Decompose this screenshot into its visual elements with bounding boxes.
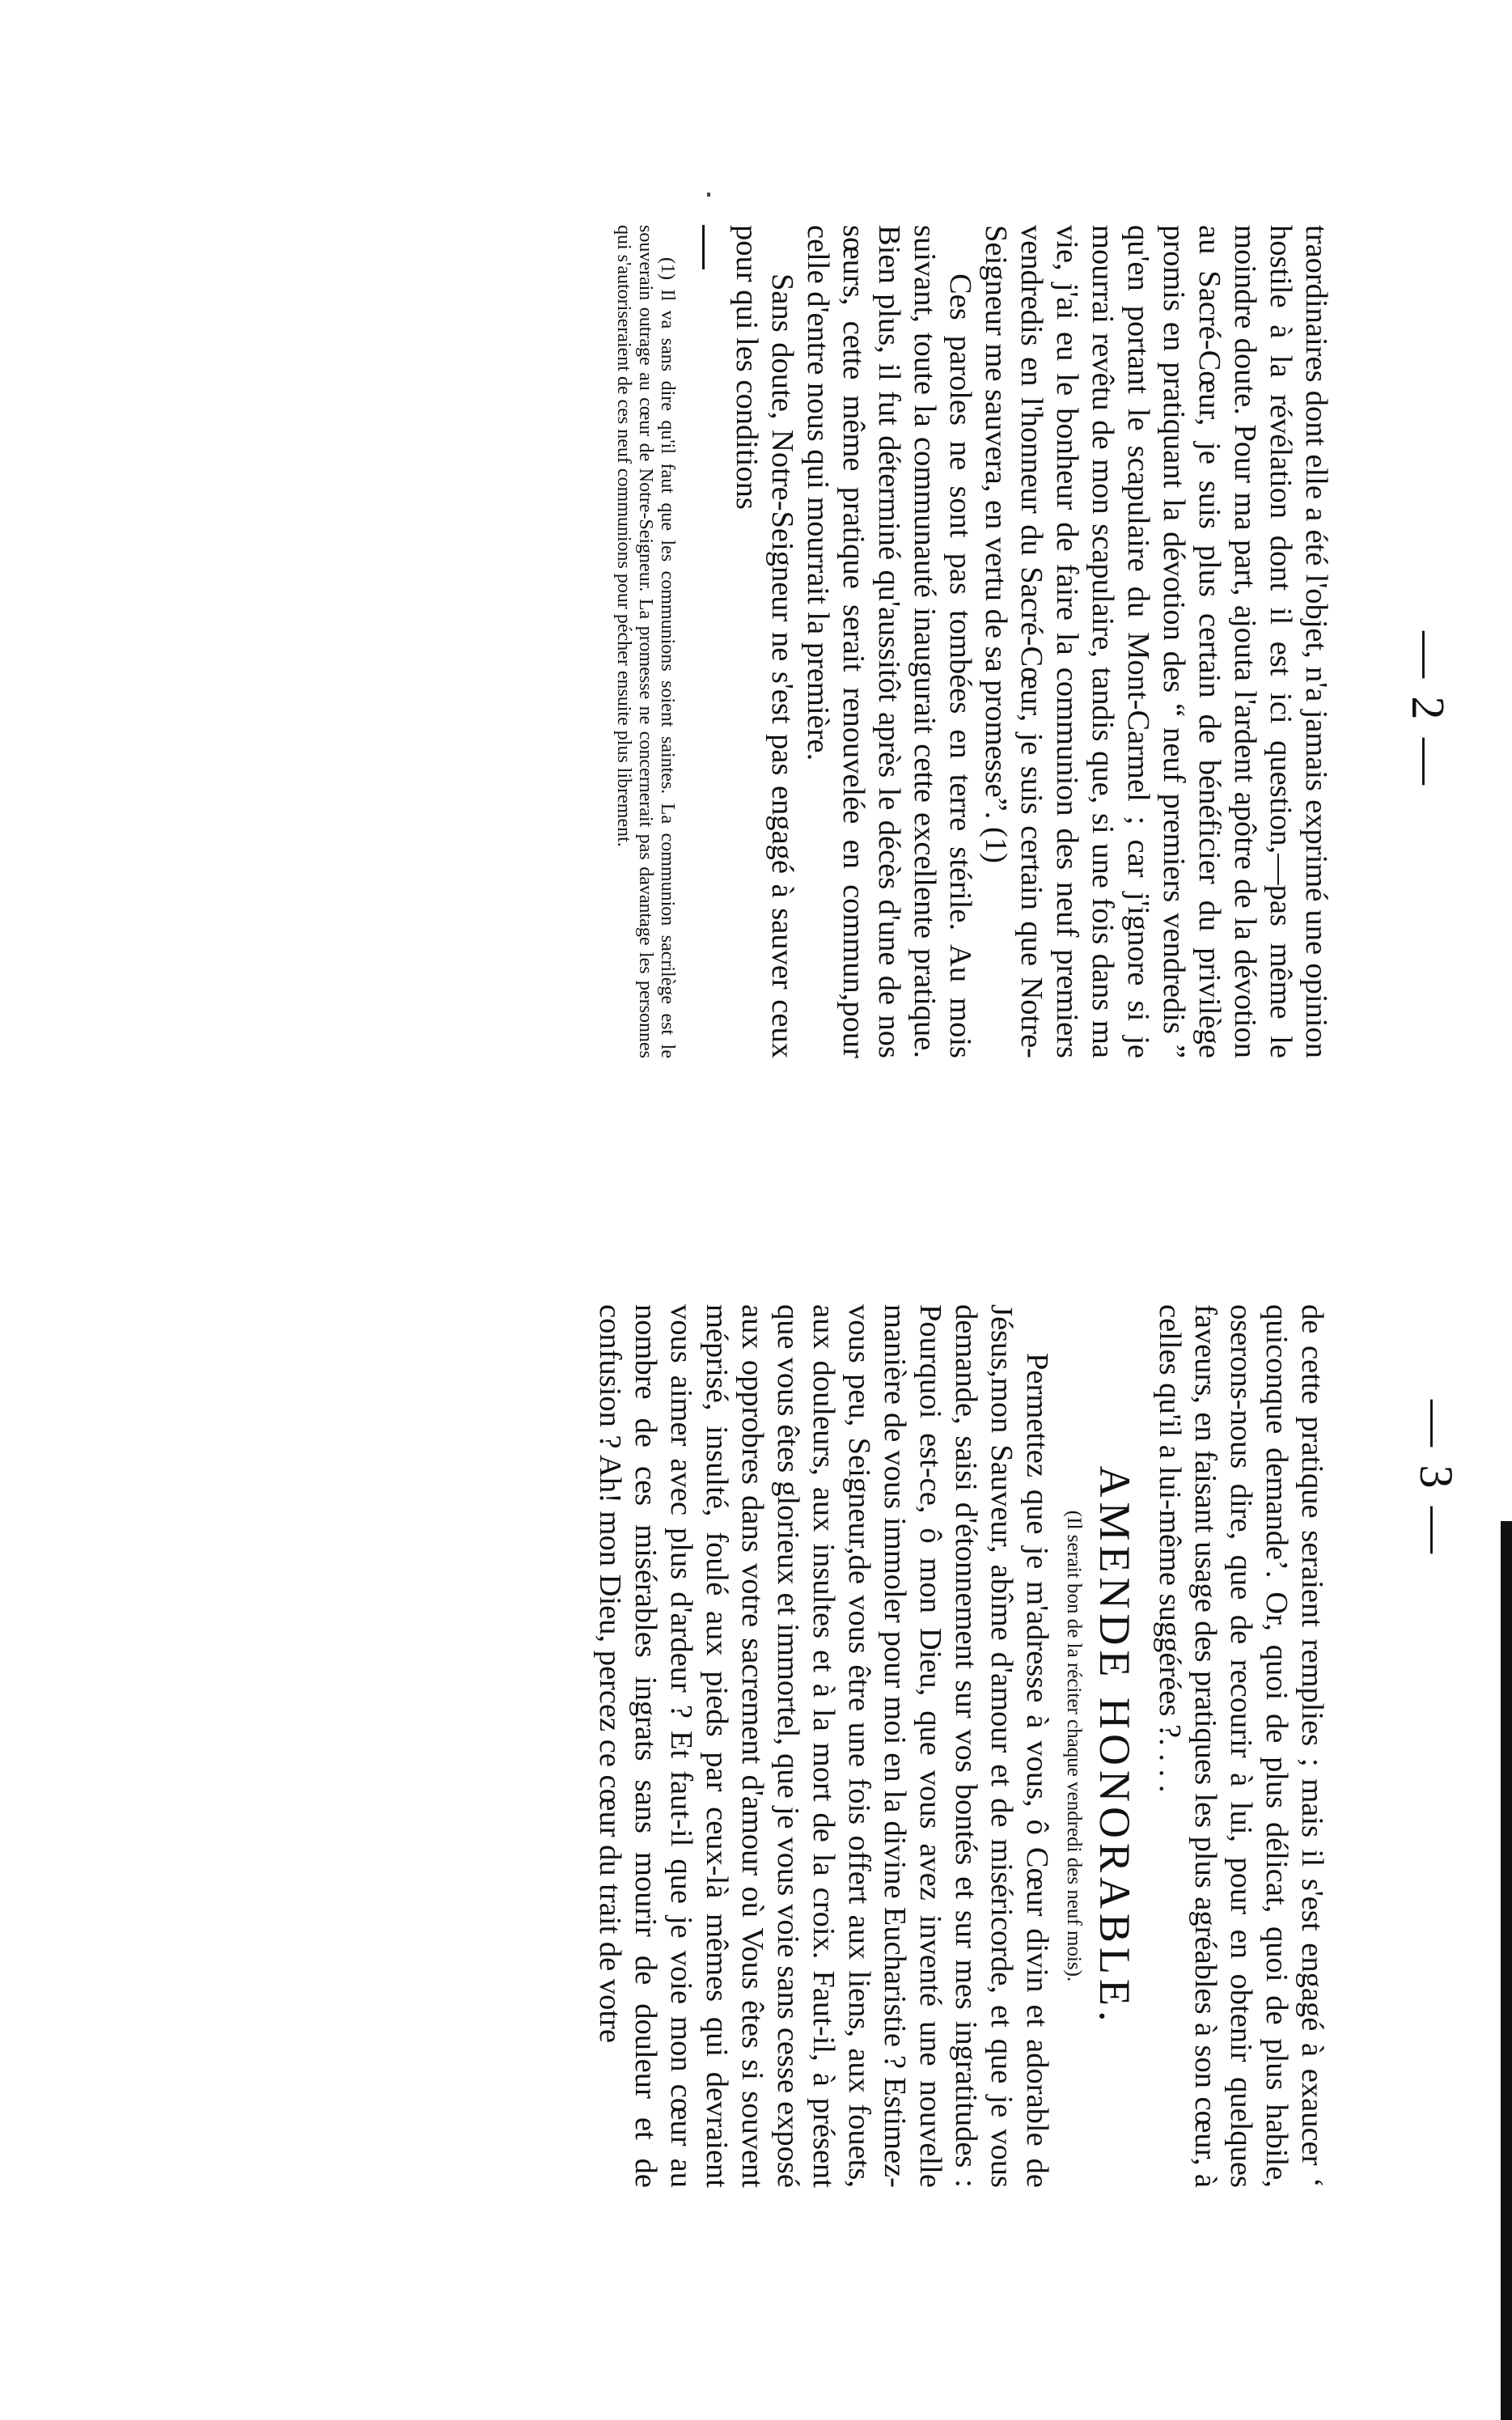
paragraph-3: Sans doute, Notre-Seigneur ne s'est pas engagé à sauver ceux pour qui les conditions	[730, 225, 799, 1058]
footnote: (1) Il va sans dire qu'il faut que les communions soient saintes. La communion sacrilège est le souverain outrage au cœur de Notre-Seigneur. La promesse ne concernerait pas davantage les personnes qui s'autoriseraient de ces neuf communions pour pécher ensuite plus librement.	[613, 225, 678, 1058]
paragraph-2: Ces paroles ne sont pas tombées en terre stérile. Au mois suivant, toute la communauté inaugurait cette excellente pratique. Bien plus, il fut déterminé qu'aussitôt après le décès d'une de nos sœurs, cette même pratique serait renouvelée en commun,pour celle d'entre nous qui mourrait la première.	[801, 225, 977, 1058]
paragraph-prayer: Permettez que je m'adresse à vous, ô Cœur divin et adorable de Jésus,mon Sauveur, abîme d'amour et de miséricorde, et que je vous demande, saisi d'étonnement sur vos bontés et sur mes ingratitudes : Pourquoi est-ce, ô mon Dieu, que vous avez inventé une nouvelle manière de vous immoler pour moi en la divine Eucharistie ? Estimez-vous peu, Seigneur,de vous être une fois offert aux liens, aux fouets, aux douleurs, aux insultes et à la mort de la croix. Faut-il, à présent que vous êtes glorieux et immortel, que je vous voie sans cesse exposé aux opprobres dans votre sacrement d'amour où Vous êtes si souvent méprisé, insulté, foulé aux pieds par ceux-là mêmes qui devraient vous aimer avec plus d'ardeur ? Et faut-il que je voie mon cœur au nombre de ces misérables ingrats sans mourir de douleur et de confusion ? Ah! mon Dieu, percez ce cœur du trait de votre	[593, 1304, 1054, 2188]
page-number-left: — 2 —	[1402, 631, 1455, 788]
paragraph-1: traordinaires dont elle a été l'objet, n'a jamais exprimé une opinion hostile à la révélation dont il est ici question,—pas même le moindre doute. Pour ma part, ajouta l'ardent apôtre de la dévotion au Sacré-Cœur, je suis plus certain de bénéficier du privilège promis en pratiquant la dévotion des “ neuf premiers vendredis ” qu'en portant le scapulaire du Mont-Carmel ; car j'ignore si je mourrai revêtu de mon scapulaire, tandis que, si une fois dans ma vie, j'ai eu le bonheur de faire la communion des neuf premiers vendredis en l'honneur du Sacré-Cœur, je suis certain que Notre-Seigneur me sauvera, en vertu de sa promesse”. (1)	[979, 225, 1333, 1058]
page-number-right: — 3 —	[1410, 1400, 1463, 1557]
footnote-divider	[702, 225, 705, 269]
left-page-text	[612, 225, 1334, 1058]
left-page	[0, 0, 1512, 1197]
paragraph-continued: de cette pratique seraient remplies ; mais il s'est engagé à exaucer ‘ quiconque demande’. Or, quoi de plus délicat, quoi de plus habile, oserons-nous dire, que de recourir à lui, pour en obtenir quelques faveurs, en faisant usage des pratiques les plus agréables à son cœur, à celles qu'il a lui-même suggérées ?. . . .	[1153, 1304, 1329, 2188]
right-page	[0, 1197, 1512, 2420]
section-note: (Il serait bon de la réciter chaque vendredi des neuf mois).	[1063, 1510, 1085, 1982]
section-heading: AMENDE HONORABLE.	[1091, 1465, 1139, 2027]
right-page-text	[592, 1304, 1330, 2188]
